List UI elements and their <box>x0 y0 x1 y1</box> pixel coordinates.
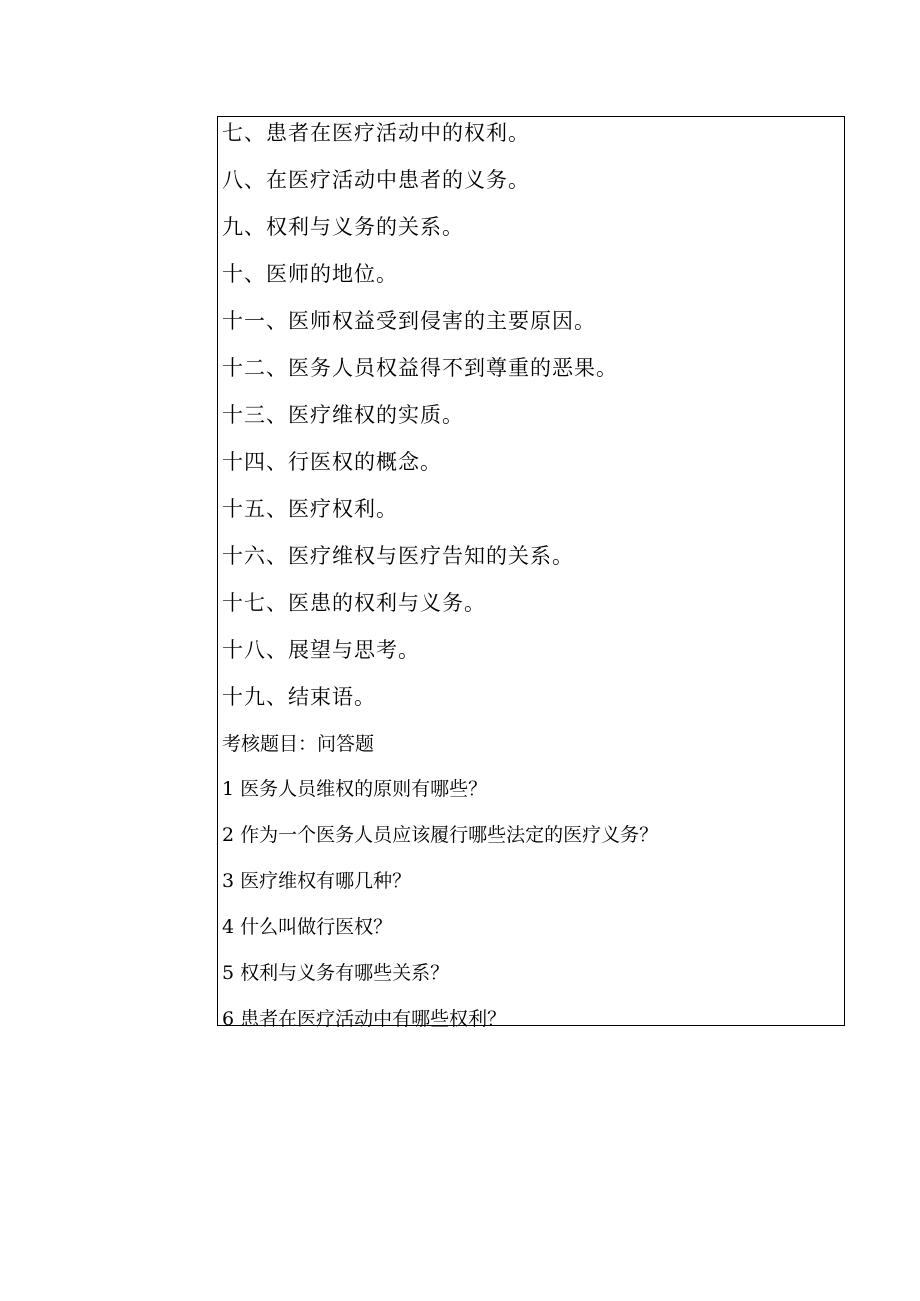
exam-title: 考核题目：问答题 <box>222 733 375 755</box>
section-heading-14: 十四、行医权的概念。 <box>222 450 442 474</box>
section-heading-16: 十六、医疗维权与医疗告知的关系。 <box>222 544 574 568</box>
section-heading-17: 十七、医患的权利与义务。 <box>222 591 486 615</box>
section-heading-12: 十二、医务人员权益得不到尊重的恶果。 <box>222 356 618 380</box>
question-item-2: 2 作为一个医务人员应该履行哪些法定的医疗义务？ <box>222 824 659 846</box>
question-item-6: 6 患者在医疗活动中有哪些权利？ <box>222 1008 507 1030</box>
document-content-box <box>217 116 845 1030</box>
section-heading-9: 九、权利与义务的关系。 <box>222 215 464 239</box>
section-heading-11: 十一、医师权益受到侵害的主要原因。 <box>222 309 596 333</box>
section-heading-10: 十、医师的地位。 <box>222 262 398 286</box>
section-heading-7: 七、患者在医疗活动中的权利。 <box>222 121 530 145</box>
section-heading-8: 八、在医疗活动中患者的义务。 <box>222 168 530 192</box>
question-item-3: 3 医疗维权有哪几种？ <box>222 870 412 892</box>
section-heading-19: 十九、结束语。 <box>222 685 376 709</box>
question-item-1: 1 医务人员维权的原则有哪些？ <box>222 778 488 800</box>
question-item-4: 4 什么叫做行医权？ <box>222 916 393 938</box>
section-heading-15: 十五、医疗权利。 <box>222 497 398 521</box>
question-item-5: 5 权利与义务有哪些关系？ <box>222 962 450 984</box>
section-heading-13: 十三、医疗维权的实质。 <box>222 403 464 427</box>
section-heading-18: 十八、展望与思考。 <box>222 638 420 662</box>
